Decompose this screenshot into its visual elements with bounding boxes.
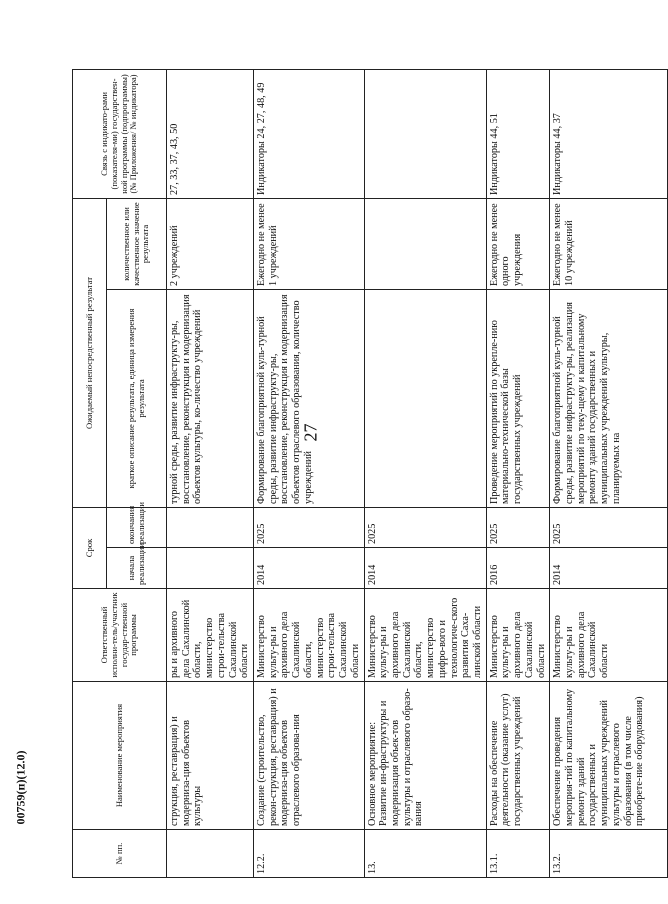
cell-name: Основное мероприятие: Развитие ин-фраструктуры и модернизация объек-тов культуры и отраслевого образо-вания [364, 682, 486, 830]
header-term: Срок [73, 507, 107, 588]
rotated-table-wrapper [72, 70, 646, 878]
table-row [254, 69, 364, 877]
cell-link [364, 69, 486, 198]
cell-name: Обеспечение проведения мероприя-тий по капитальному ремонту зданий государственных и муниципальных учреждений культуры и отраслевого образования (в том числе приобрете-ние оборудования) [550, 682, 668, 830]
document-code: 00759(п)(12.0) [13, 750, 28, 825]
cell-num: 13. [364, 830, 486, 878]
cell-num: 13.2. [550, 830, 668, 878]
cell-responsible: Министерство культу-ры и архивного дела Сахалинской области [550, 589, 668, 682]
header-num: № пп. [73, 830, 167, 878]
cell-quantity: Ежегодно не менее 1 учреждений [254, 198, 364, 289]
cell-link: 27, 33, 37, 43, 50 [167, 69, 254, 198]
cell-responsible: Министерство культу-ры и архивного дела Сахалинской области [486, 589, 550, 682]
cell-quantity: Ежегодно не менее 10 учреждений [550, 198, 668, 289]
cell-description: Формирование благоприятной куль-турной среды, развитие инфраструкту-ры, восстановление, реконструкция и модернизация объектов отраслевого образования, количество учреждений [254, 289, 364, 507]
cell-responsible: Министерство культу-ры и архивного дела Сахалинской области, министерство строи-тельства Сахалинской области [254, 589, 364, 682]
cell-description: Проведение мероприятий по укрепле-нию материально-технической базы государственных учреждений [486, 289, 550, 507]
cell-num: 13.1. [486, 830, 550, 878]
header-end: окончания реализации [107, 507, 167, 547]
cell-start: 2014 [550, 548, 668, 589]
cell-quantity: 2 учреждений [167, 198, 254, 289]
table-row [364, 69, 486, 877]
cell-description: Формирование благоприятной куль-турной среды, развитие инфраструкту-ры, реализация мероприятий по теку-щему и капитальному ремонту зданий государственных и муниципальных учреждений культуры, планируемых на [550, 289, 668, 507]
cell-responsible: Министерство культу-ры и архивного дела Сахалинской области, министерство цифро-вого и технологиче-ского развития Саха-линской области [364, 589, 486, 682]
cell-end [167, 507, 254, 547]
cell-start: 2016 [486, 548, 550, 589]
cell-start: 2014 [254, 548, 364, 589]
cell-num [167, 830, 254, 878]
cell-quantity [364, 198, 486, 289]
header-start: начала реализации [107, 548, 167, 589]
cell-name: Создание (строительство, рекон-струкция, реставрация) и модерниза-ция объектов отраслевого образова-ния [254, 682, 364, 830]
cell-end: 2025 [550, 507, 668, 547]
header-responsible: Ответственный исполни-тель/участник государ-ственной программы [73, 589, 167, 682]
cell-link: Индикаторы 44, 51 [486, 69, 550, 198]
table-row [550, 69, 668, 877]
cell-end: 2025 [486, 507, 550, 547]
header-link: Связь с индикато-рами (показателя-ми) государствен-ной программы (подпрограммы) (№ Приложения/ № индикатора) [73, 69, 167, 198]
header-quantity: количественное или качественное значение результата [107, 198, 167, 289]
cell-link: Индикаторы 44, 37 [550, 69, 668, 198]
cell-quantity: Ежегодно не менее одного учреждения [486, 198, 550, 289]
header-result: Ожидаемый непосредственный результат [73, 198, 107, 507]
table-row [486, 69, 550, 877]
cell-link: Индикаторы 24, 27, 48, 49 [254, 69, 364, 198]
cell-num: 12.2. [254, 830, 364, 878]
cell-end: 2025 [254, 507, 364, 547]
cell-start: 2014 [364, 548, 486, 589]
page-number: 27 [300, 423, 321, 442]
cell-description [364, 289, 486, 507]
cell-name: струкция, реставрация) и модерниза-ция объектов культуры [167, 682, 254, 830]
table-row [167, 69, 254, 877]
header-name: Наименование мероприятия [73, 682, 167, 830]
cell-description: турной среды, развитие инфраструкту-ры, восстановление, реконструкция и модернизация объектов культуры, ко-личество учреждений [167, 289, 254, 507]
cell-responsible: ры и архивного дела Сахалинской области, министерство строи-тельства Сахалинской области [167, 589, 254, 682]
header-description: краткое описание результата, единица измерения результата [107, 289, 167, 507]
measures-table [72, 69, 668, 878]
cell-end: 2025 [364, 507, 486, 547]
cell-name: Расходы на обеспечение деятельности (оказание услуг) государственных учреждений [486, 682, 550, 830]
cell-start [167, 548, 254, 589]
